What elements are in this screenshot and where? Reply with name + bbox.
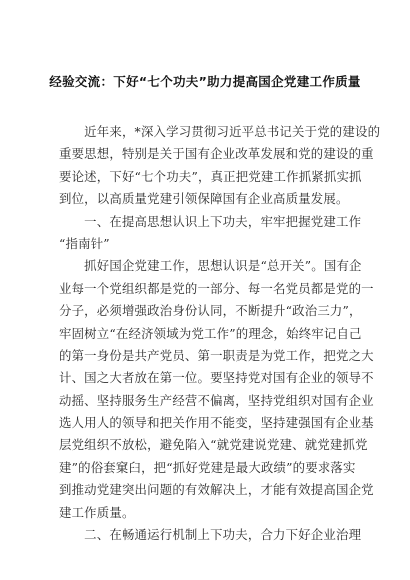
body-line: 业每一个党组织都是党的一部分、每一名党员都是党的一	[59, 280, 374, 296]
body-line: 建工作质量。	[59, 504, 135, 520]
document-body	[59, 121, 381, 546]
body-line: 到推动党建突出问题的有效解决上，才能有效提高国企党	[59, 482, 374, 498]
body-line: 牢固树立“在经济领域为党工作”的理念，始终牢记自己	[59, 325, 362, 341]
body-line: 动摇、坚持服务生产经营不偏离，坚持党组织对国有企业	[59, 392, 374, 408]
body-line: 分子，必须增强政治身份认同，不断提升“政治三力”，	[59, 303, 362, 319]
body-line: 要论述，下好“七个功夫”，真正把党建工作抓紧抓实抓	[59, 168, 362, 184]
body-line: 计、国之大者放在第一位。要坚持党对国有企业的领导不	[59, 370, 374, 386]
section-heading-line: 二、在畅通运行机制上下功夫，合力下好企业治理	[59, 527, 362, 543]
document-title: 经验交流：下好“七个功夫”助力提高国企党建工作质量	[49, 74, 361, 89]
body-line: 的第一身份是共产党员、第一职责是为党工作，把党之大	[59, 347, 374, 363]
body-line: 抓好国企党建工作，思想认识是“总开关”。国有企	[59, 258, 362, 274]
section-heading-line: “指南针”	[59, 235, 110, 251]
body-line: 建”的俗套窠臼，把“抓好党建是最大政绩”的要求落实	[59, 459, 356, 475]
body-line: 层党组织不放松，避免陷入“就党建说党建、就党建抓党	[59, 437, 368, 453]
body-line: 近年来，*深入学习贯彻习近平总书记关于党的建设的	[59, 124, 381, 139]
body-line: 重要思想，特别是关于国有企业改革发展和党的建设的重	[59, 146, 374, 162]
section-heading-line: 一、在提高思想认识上下功夫，牢牢把握党建工作	[59, 213, 362, 229]
body-line: 到位，以高质量党建引领保障国有企业高质量发展。	[59, 191, 349, 207]
body-line: 选人用人的领导和把关作用不能变，坚持建强国有企业基	[59, 415, 374, 431]
